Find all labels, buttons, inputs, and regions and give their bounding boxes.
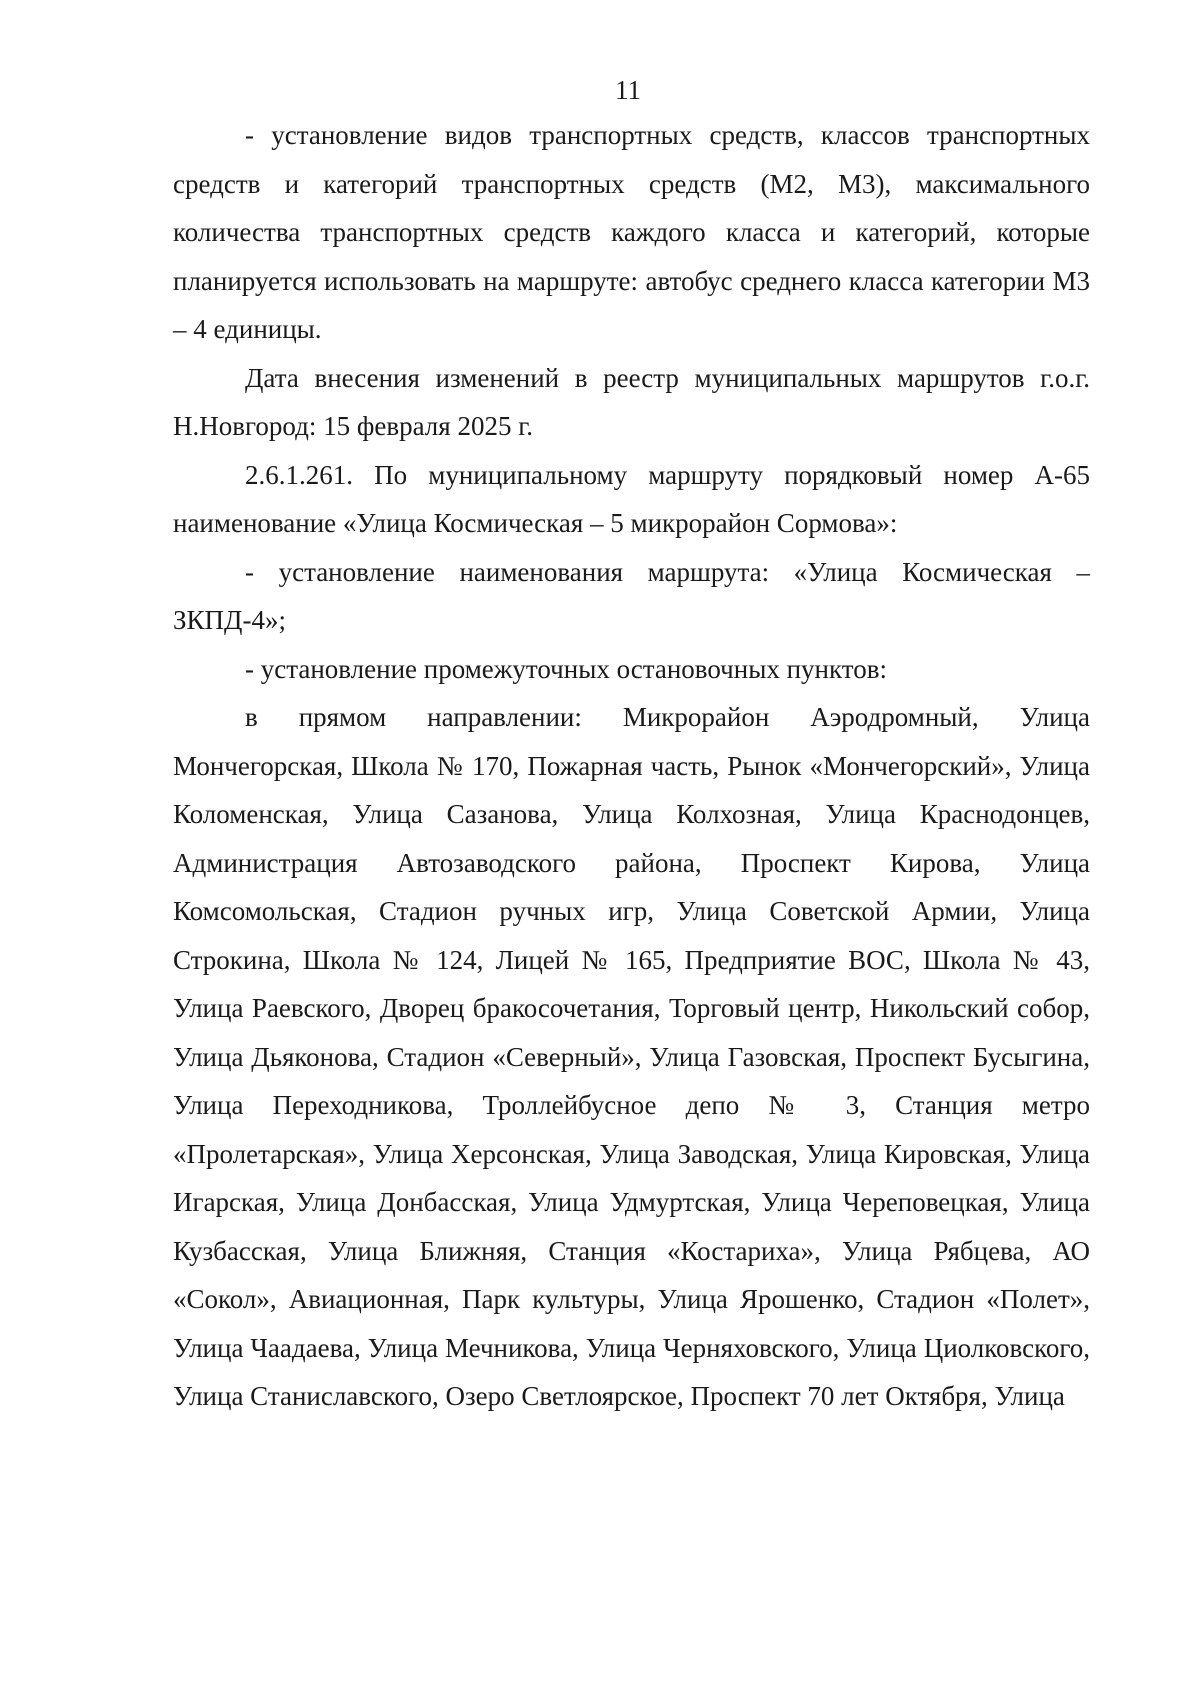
paragraph-stops-heading: - установление промежуточных остановочных пунктов:	[245, 653, 887, 684]
document-body	[173, 111, 1090, 1421]
paragraph-route-name: - установление наименования маршрута: «Улица Космическая – ЗКПД-4»;	[173, 556, 1090, 635]
page-number: 11	[615, 75, 641, 105]
paragraph-vehicle-types: - установление видов транспортных средств, классов транспортных средств и категорий транспортных средств (М2, М3), максимального количества транспортных средств каждого класса и категорий, которые планируется использовать на маршруте: автобус среднего класса категории М3 – 4 единицы.	[173, 120, 1090, 344]
paragraph-registry-date: Дата внесения изменений в реестр муниципальных маршрутов г.о.г. Н.Новгород: 15 февраля 2025 г.	[173, 362, 1090, 441]
paragraph-stops-forward: в прямом направлении: Микрорайон Аэродромный, Улица Мончегорская, Школа № 170, Пожарная часть, Рынок «Мончегорский», Улица Коломенская, Улица Сазанова, Улица Колхозная, Улица Краснодонцев, Администрация Автозаводского района, Проспект Кирова, Улица Комсомольская, Стадион ручных игр, Улица Советской Армии, Улица Строкина, Школа № 124, Лицей № 165, Предприятие ВОС, Школа № 43, Улица Раевского, Дворец бракосочетания, Торговый центр, Никольский собор, Улица Дьяконова, Стадион «Северный», Улица Газовская, Проспект Бусыгина, Улица Переходникова, Троллейбусное депо № 3, Станция метро «Пролетарская», Улица Херсонская, Улица Заводская, Улица Кировская, Улица Игарская, Улица Донбасская, Улица Удмуртская, Улица Череповецкая, Улица Кузбасская, Улица Ближняя, Станция «Костариха», Улица Рябцева, АО «Сокол», Авиационная, Парк культуры, Улица Ярошенко, Стадион «Полет», Улица Чаадаева, Улица Мечникова, Улица Черняховского, Улица Циолковского, Улица Станиславского, Озеро Светлоярское, Проспект 70 лет Октября, Улица	[173, 702, 1090, 1411]
paragraph-route-a65: 2.6.1.261. По муниципальному маршруту порядковый номер А-65 наименование «Улица Космическая – 5 микрорайон Сормова»:	[173, 459, 1090, 538]
